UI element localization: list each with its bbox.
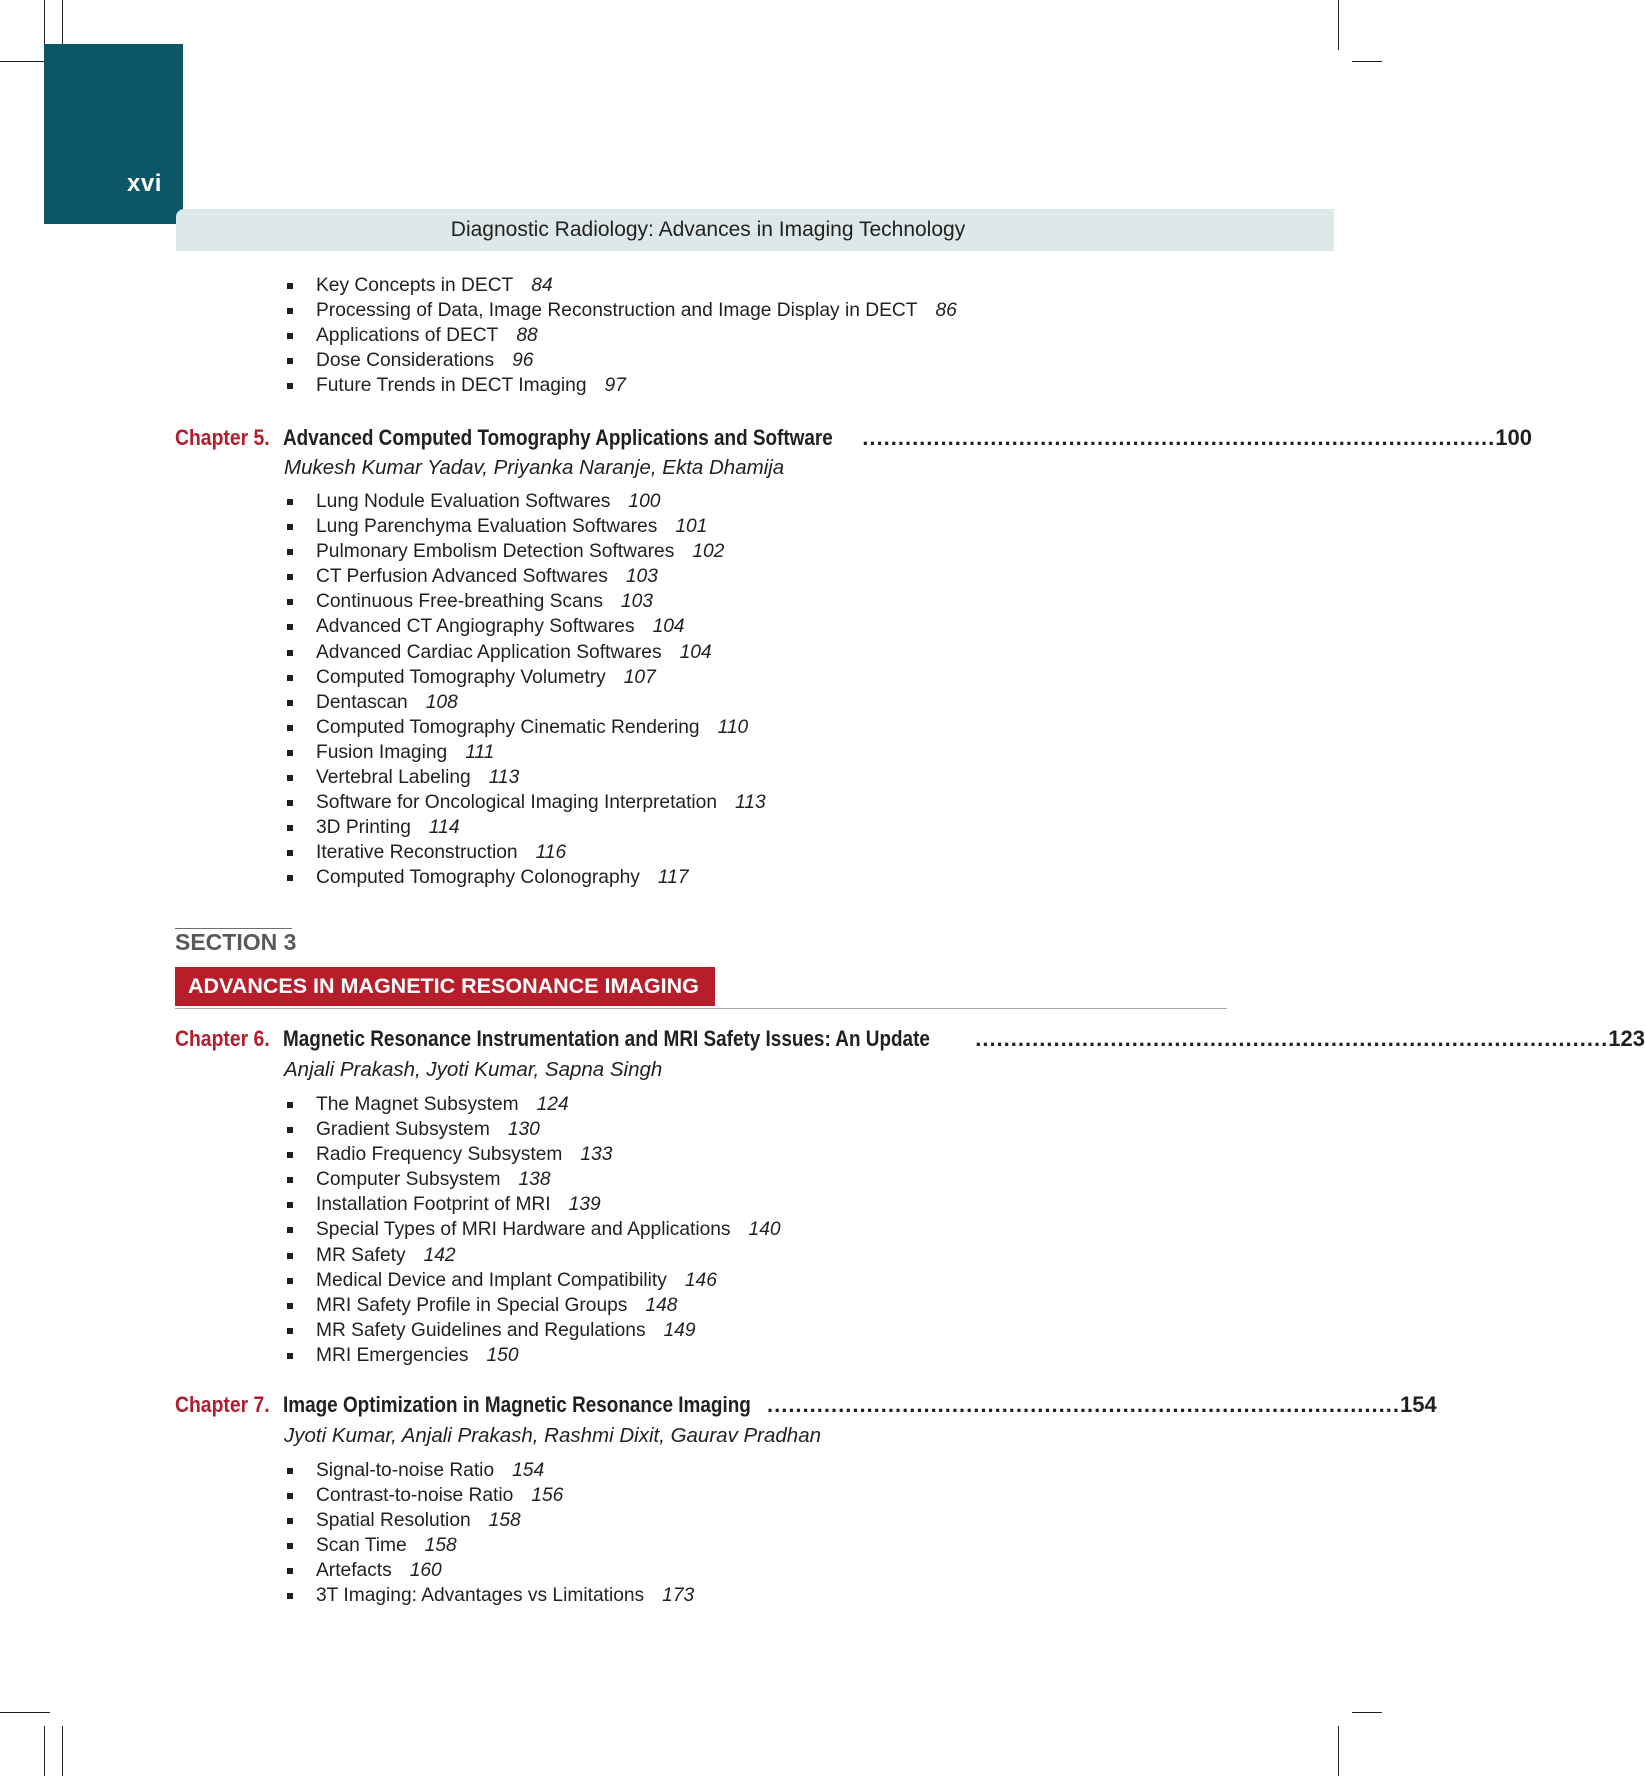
chapter-title: Magnetic Resonance Instrumentation and MRI Safety Issues: An Update: [283, 1026, 930, 1051]
bullet-icon: [287, 775, 293, 781]
entry-page: 101: [675, 516, 708, 538]
bullet-icon: [287, 750, 293, 756]
toc-entry[interactable]: [284, 298, 957, 323]
bullet-icon: [287, 825, 293, 831]
toc-entry[interactable]: [284, 514, 766, 539]
chapter-label: Chapter 5.: [175, 425, 270, 450]
toc-entry[interactable]: [284, 640, 766, 665]
entry-title: 3T Imaging: Advantages vs Limitations: [316, 1585, 645, 1607]
entry-title: Lung Parenchyma Evaluation Softwares: [316, 516, 658, 538]
toc-entry[interactable]: [284, 1483, 694, 1508]
entry-page: 116: [535, 842, 567, 864]
entry-page: 139: [568, 1194, 601, 1216]
toc-entry[interactable]: [284, 1192, 781, 1217]
entry-page: 124: [536, 1094, 569, 1115]
chapter-7-topic-list: [284, 1458, 694, 1609]
dect-topic-list: [284, 273, 957, 398]
entry-title: MRI Safety Profile in Special Groups: [316, 1294, 628, 1316]
bullet-icon: [287, 1493, 293, 1499]
chapter-page: 100: [1495, 425, 1532, 450]
entry-title: Gradient Subsystem: [316, 1119, 490, 1141]
entry-title: Special Types of MRI Hardware and Applications: [316, 1219, 731, 1241]
entry-page: 140: [748, 1219, 781, 1241]
entry-title: Applications of DECT: [316, 325, 499, 347]
chapter-authors: Mukesh Kumar Yadav, Priyanka Naranje, Ekta Dhamija: [284, 456, 785, 479]
entry-title: Computed Tomography Colonography: [316, 867, 640, 889]
bullet-icon: [287, 383, 293, 389]
toc-entry[interactable]: [284, 348, 957, 373]
toc-entry[interactable]: [284, 1217, 781, 1242]
entry-title: Vertebral Labeling: [316, 767, 471, 789]
entry-title: Iterative Reconstruction: [316, 842, 518, 864]
chapter-5-heading[interactable]: [175, 425, 1532, 455]
entry-title: Installation Footprint of MRI: [316, 1194, 551, 1216]
entry-page: 110: [717, 716, 749, 738]
chapter-authors: Jyoti Kumar, Anjali Prakash, Rashmi Dixit, Gaurav Pradhan: [284, 1424, 822, 1447]
running-header: Diagnostic Radiology: Advances in Imaging Technology: [450, 218, 966, 241]
bullet-icon: [287, 1152, 293, 1158]
bullet-icon: [287, 800, 293, 806]
bullet-icon: [287, 1328, 293, 1334]
entry-page: 97: [604, 375, 626, 397]
entry-page: 142: [423, 1244, 456, 1266]
bullet-icon: [287, 1468, 293, 1474]
bullet-icon: [287, 599, 293, 605]
toc-entry[interactable]: [284, 489, 766, 514]
entry-page: 148: [645, 1294, 678, 1316]
entry-title: MR Safety: [316, 1244, 406, 1266]
entry-page: 133: [580, 1144, 613, 1166]
bullet-icon: [287, 1102, 293, 1108]
entry-page: 103: [625, 566, 658, 588]
entry-page: 88: [516, 325, 538, 347]
bullet-icon: [287, 1518, 293, 1524]
chapter-page: 154: [1399, 1392, 1437, 1417]
toc-entry[interactable]: [284, 1533, 694, 1558]
toc-entry[interactable]: [284, 1343, 781, 1368]
bullet-icon: [287, 1227, 293, 1233]
crop-mark: [1352, 1712, 1382, 1713]
entry-title: The Magnet Subsystem: [316, 1094, 519, 1115]
toc-entry[interactable]: [284, 564, 766, 589]
bullet-icon: [287, 524, 293, 530]
toc-entry[interactable]: [284, 1092, 781, 1117]
chapter-5-topic-list: [284, 489, 766, 891]
bullet-icon: [287, 850, 293, 856]
toc-entry[interactable]: [284, 323, 957, 348]
bullet-icon: [287, 549, 293, 555]
entry-page: 102: [692, 541, 725, 563]
entry-page: 149: [663, 1319, 696, 1341]
bullet-icon: [287, 1568, 293, 1574]
entry-page: 158: [488, 1510, 521, 1532]
entry-title: Computed Tomography Cinematic Rendering: [316, 716, 700, 738]
entry-title: 3D Printing: [316, 817, 411, 839]
entry-title: Advanced Cardiac Application Softwares: [316, 641, 662, 663]
chapter-authors: Anjali Prakash, Jyoti Kumar, Sapna Singh: [284, 1058, 663, 1081]
entry-title: Contrast-to-noise Ratio: [316, 1485, 514, 1507]
bullet-icon: [287, 1127, 293, 1133]
toc-entry[interactable]: [284, 715, 766, 740]
toc-entry[interactable]: [284, 690, 766, 715]
toc-entry[interactable]: [284, 273, 957, 298]
entry-page: 104: [652, 616, 685, 638]
toc-entry[interactable]: [284, 1142, 781, 1167]
leader-dots: .........................................................................................: [766, 1392, 1400, 1417]
bullet-icon: [287, 308, 293, 314]
entry-title: Signal-to-noise Ratio: [316, 1460, 495, 1481]
bullet-icon: [287, 1543, 293, 1549]
crop-mark: [62, 0, 63, 50]
section-divider: [175, 1008, 1227, 1009]
leader-dots: .........................................................................................: [862, 425, 1496, 450]
bullet-icon: [287, 499, 293, 505]
entry-page: 117: [657, 867, 689, 889]
toc-entry[interactable]: [284, 840, 766, 865]
crop-mark: [44, 1726, 45, 1776]
toc-entry[interactable]: [284, 865, 766, 890]
entry-page: 160: [409, 1560, 442, 1582]
entry-page: 156: [531, 1485, 564, 1507]
crop-mark: [62, 1726, 63, 1776]
toc-entry[interactable]: [284, 815, 766, 840]
entry-title: Processing of Data, Image Reconstruction and Image Display in DECT: [316, 300, 918, 322]
entry-title: Advanced CT Angiography Softwares: [316, 616, 635, 638]
toc-entry[interactable]: [284, 1293, 781, 1318]
chapter-title: Image Optimization in Magnetic Resonance Imaging: [283, 1392, 751, 1417]
toc-entry[interactable]: [284, 1318, 781, 1343]
entry-page: 138: [518, 1169, 551, 1191]
bullet-icon: [287, 1353, 293, 1359]
entry-page: 158: [424, 1535, 457, 1557]
entry-page: 150: [486, 1344, 519, 1366]
toc-entry[interactable]: [284, 1458, 694, 1483]
entry-title: Software for Oncological Imaging Interpretation: [316, 792, 718, 814]
bullet-icon: [287, 650, 293, 656]
bullet-icon: [287, 1278, 293, 1284]
entry-title: Future Trends in DECT Imaging: [316, 375, 587, 397]
entry-title: Scan Time: [316, 1535, 407, 1557]
bullet-icon: [287, 358, 293, 364]
crop-mark: [0, 61, 50, 62]
bullet-icon: [287, 574, 293, 580]
toc-entry[interactable]: [284, 1558, 694, 1583]
crop-mark: [1352, 61, 1382, 62]
entry-page: 113: [735, 792, 766, 814]
crop-mark: [0, 1712, 50, 1713]
bullet-icon: [287, 875, 293, 881]
chapter-page: 123: [1608, 1026, 1645, 1051]
entry-title: Continuous Free-breathing Scans: [316, 591, 603, 613]
entry-title: Dose Considerations: [316, 350, 495, 372]
entry-title: Medical Device and Implant Compatibility: [316, 1269, 667, 1291]
toc-entry[interactable]: [284, 539, 766, 564]
entry-title: Spatial Resolution: [316, 1510, 471, 1532]
bullet-icon: [287, 1177, 293, 1183]
bullet-icon: [287, 624, 293, 630]
toc-entry[interactable]: [284, 589, 766, 614]
entry-page: 103: [620, 591, 653, 613]
toc-entry[interactable]: [284, 740, 766, 765]
entry-page: 130: [507, 1119, 540, 1141]
chapter-title: Advanced Computed Tomography Applications and Software: [283, 425, 833, 450]
chapter-6-topic-list: [284, 1092, 781, 1368]
bullet-icon: [287, 333, 293, 339]
bullet-icon: [287, 1303, 293, 1309]
crop-mark: [44, 0, 45, 50]
chapter-label: Chapter 6.: [175, 1026, 270, 1051]
entry-page: 104: [679, 641, 712, 663]
entry-title: Dentascan: [316, 691, 408, 713]
bullet-icon: [287, 1593, 293, 1599]
bullet-icon: [287, 1253, 293, 1259]
crop-mark: [1338, 0, 1339, 50]
entry-page: 113: [488, 767, 520, 789]
bullet-icon: [287, 700, 293, 706]
toc-entry[interactable]: [284, 373, 957, 398]
toc-entry[interactable]: [284, 1243, 781, 1268]
entry-title: MRI Emergencies: [316, 1344, 469, 1366]
entry-page: 146: [684, 1269, 717, 1291]
entry-page: 154: [512, 1460, 545, 1481]
toc-entry[interactable]: [284, 1583, 694, 1608]
toc-entry[interactable]: [284, 1508, 694, 1533]
entry-title: Radio Frequency Subsystem: [316, 1144, 563, 1166]
entry-page: 173: [662, 1585, 695, 1607]
entry-title: Pulmonary Embolism Detection Softwares: [316, 541, 675, 563]
entry-title: MR Safety Guidelines and Regulations: [316, 1319, 646, 1341]
entry-title: Computer Subsystem: [316, 1169, 501, 1191]
toc-entry[interactable]: [284, 1268, 781, 1293]
entry-title: CT Perfusion Advanced Softwares: [316, 566, 608, 588]
entry-page: 96: [512, 350, 534, 372]
bullet-icon: [287, 675, 293, 681]
chapter-6-heading[interactable]: [175, 1026, 1645, 1056]
entry-page: 111: [465, 741, 495, 763]
toc-entry[interactable]: [284, 1167, 781, 1192]
entry-title: Computed Tomography Volumetry: [316, 666, 606, 688]
toc-entry[interactable]: [284, 665, 766, 690]
entry-page: 114: [428, 817, 460, 839]
chapter-7-heading[interactable]: [175, 1392, 1437, 1422]
entry-page: 86: [935, 300, 957, 322]
entry-page: 84: [531, 275, 553, 296]
entry-title: Artefacts: [316, 1560, 392, 1582]
bullet-icon: [287, 1202, 293, 1208]
page-number: xvi: [127, 170, 162, 197]
crop-mark: [1338, 1726, 1339, 1776]
entry-page: 107: [623, 666, 656, 688]
entry-page: 108: [425, 691, 458, 713]
entry-page: 100: [628, 491, 661, 512]
leader-dots: .........................................................................................: [975, 1026, 1609, 1051]
page-number-tab: [44, 44, 183, 224]
section-label: SECTION 3: [175, 929, 297, 955]
chapter-label: Chapter 7.: [175, 1392, 270, 1417]
bullet-icon: [287, 725, 293, 731]
toc-entry[interactable]: [284, 790, 766, 815]
entry-title: Fusion Imaging: [316, 741, 448, 763]
toc-entry[interactable]: [284, 765, 766, 790]
toc-entry[interactable]: [284, 1117, 781, 1142]
entry-title: Lung Nodule Evaluation Softwares: [316, 491, 611, 512]
entry-title: Key Concepts in DECT: [316, 275, 514, 296]
bullet-icon: [287, 283, 293, 289]
section-title-banner: ADVANCES IN MAGNETIC RESONANCE IMAGING: [175, 967, 715, 1006]
toc-entry[interactable]: [284, 614, 766, 639]
